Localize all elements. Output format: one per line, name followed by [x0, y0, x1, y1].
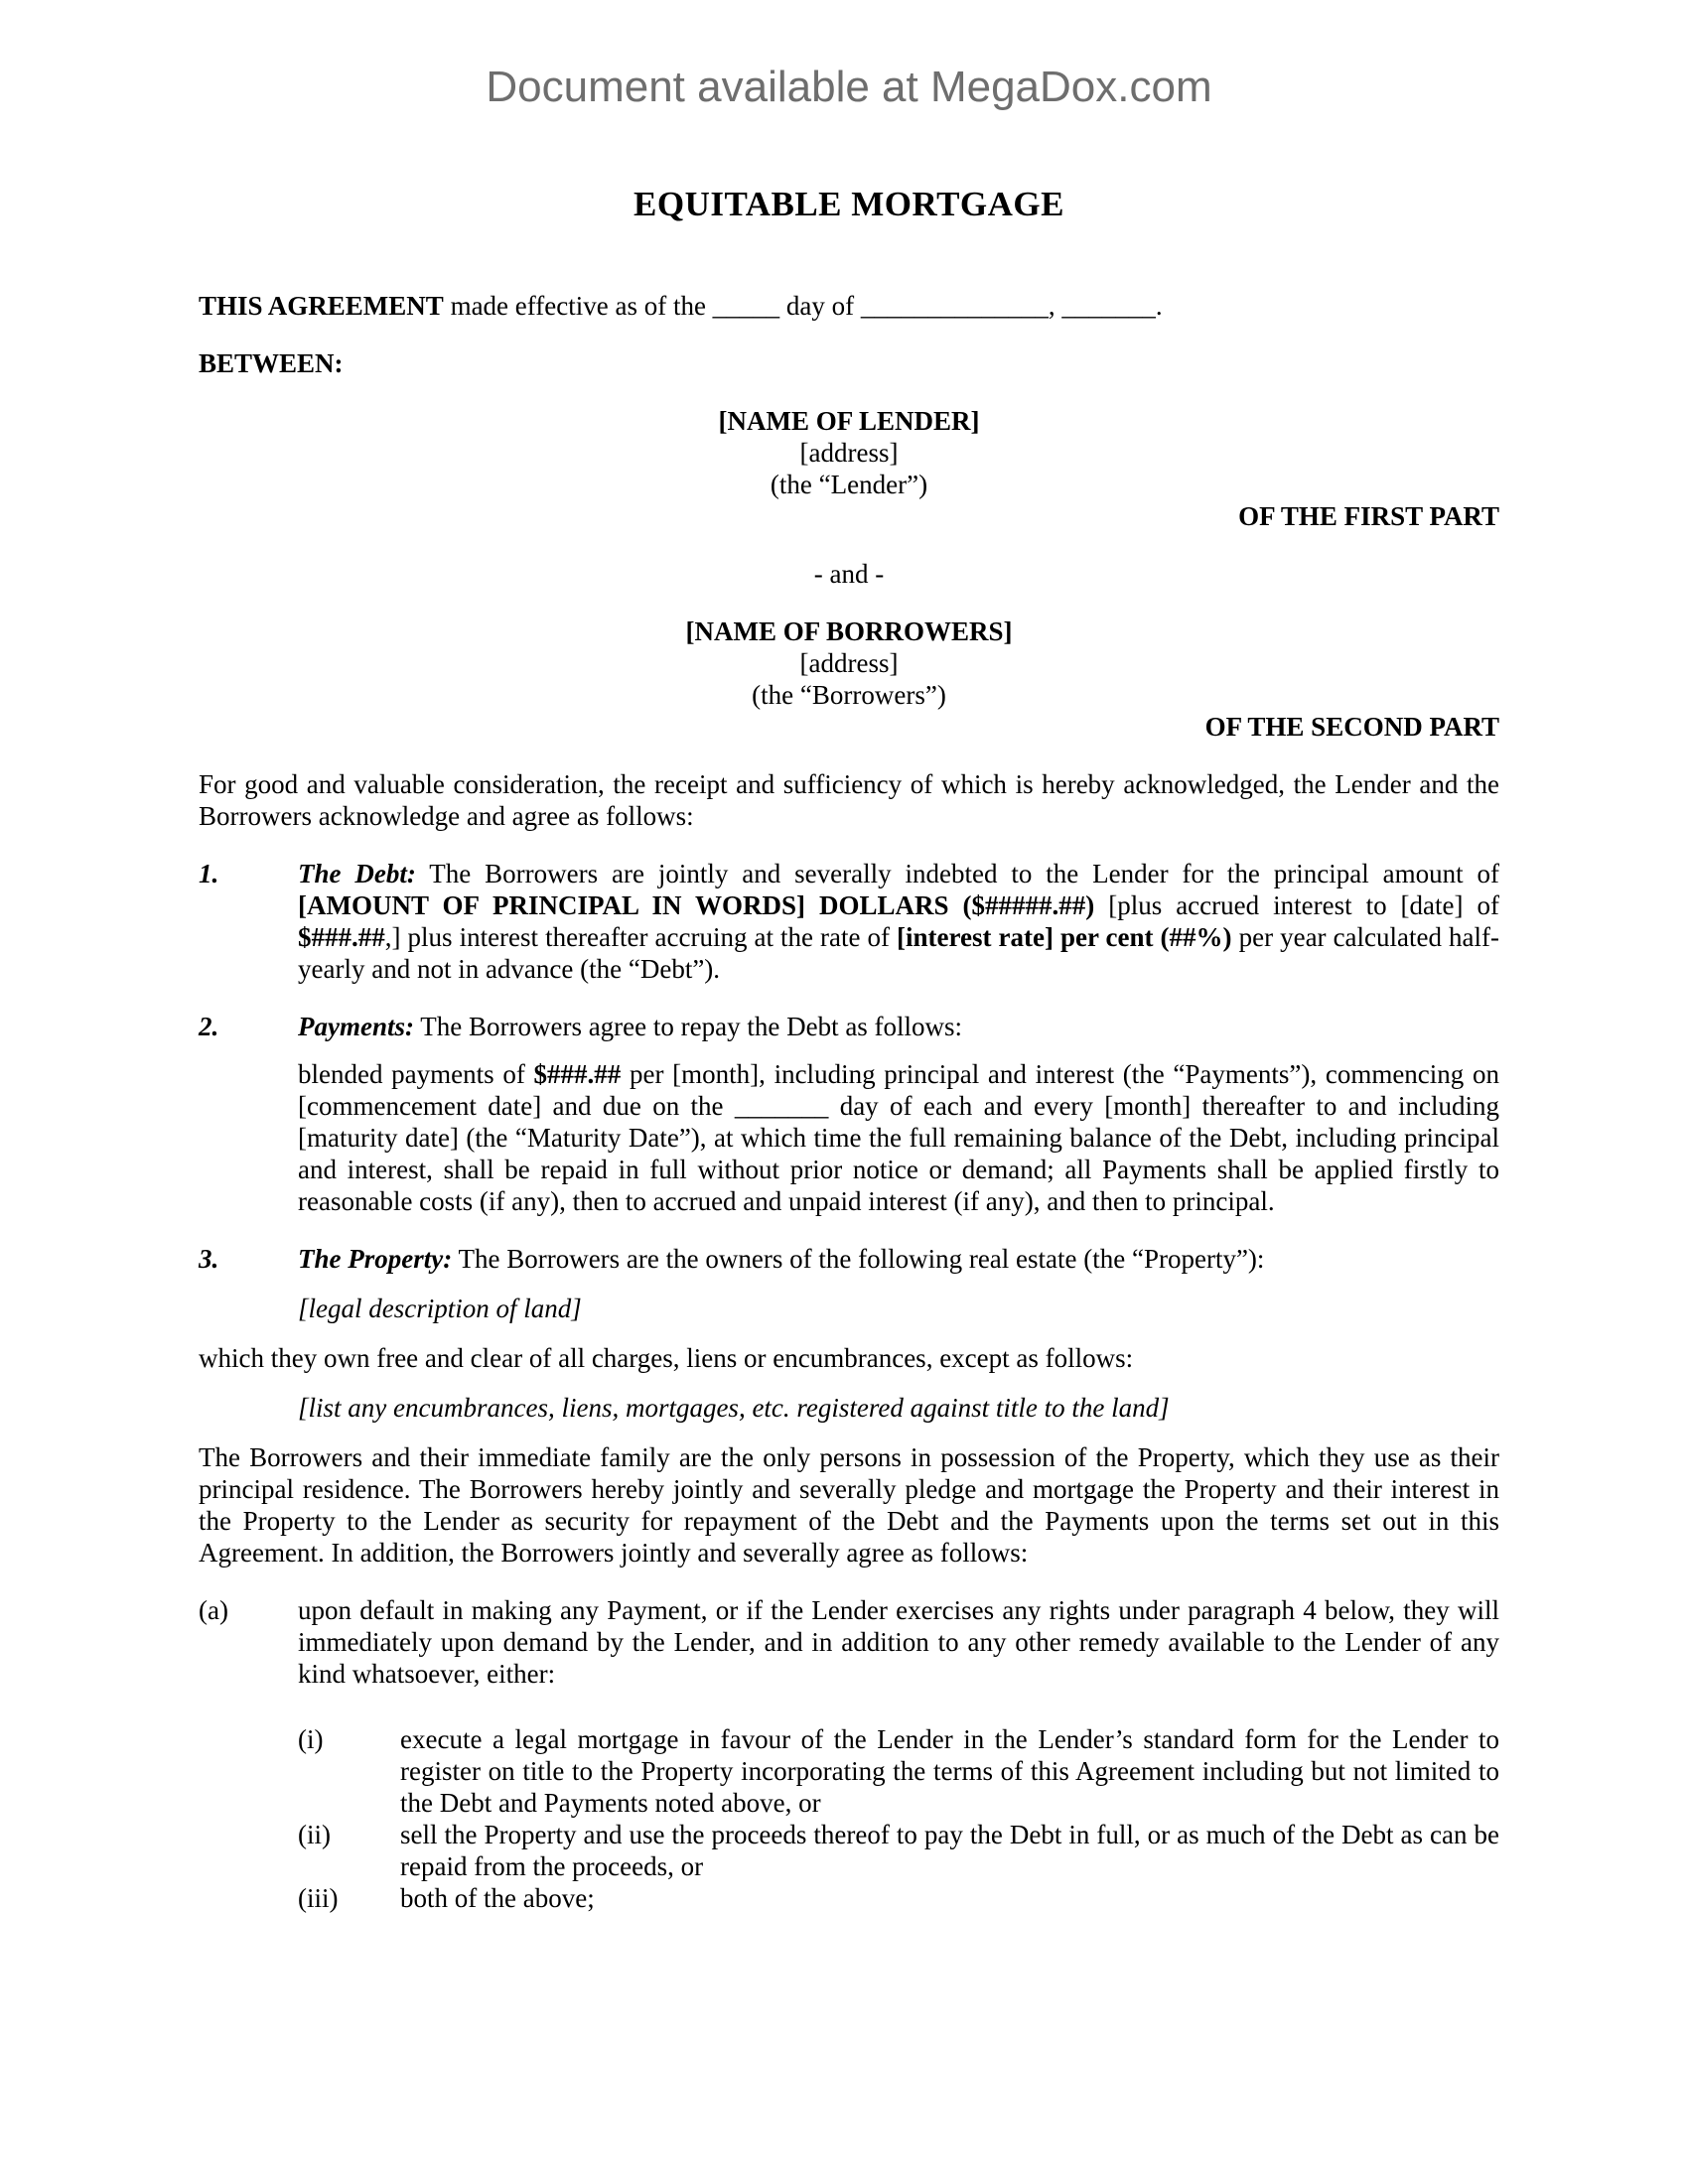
borrowers-address: [address] [799, 648, 899, 678]
lender-alias: (the “Lender”) [770, 470, 928, 499]
watermark-text: Document available at MegaDox.com [486, 63, 1212, 111]
between-label: BETWEEN: [199, 348, 344, 378]
section-debt [199, 858, 1499, 985]
lender-name: [NAME OF LENDER] [718, 406, 980, 436]
blended-run-1: blended payments of [298, 1059, 534, 1089]
blended-run-2: per [month], including principal and interest (the “Payments”), commencing on [commencement date] and due on the _______ day of each and every [month] thereafter to and including [maturity date] (the “Maturity Date”), at which time the full remaining balance of the Debt, including principal and interest, shall be repaid in full without prior notice or demand; all Payments shall be applied firstly to reasonable costs (if any), then to accrued and unpaid interest (if any), and then to principal. [298, 1059, 1499, 1216]
clause-a-item-ii [298, 1819, 1499, 1882]
possession-paragraph: The Borrowers and their immediate family are the only persons in possession of the Property, which they use as their principal residence. The Borrowers hereby jointly and severally pledge and mortgage the Property and their interest in the Property to the Lender as security for repayment of the Debt and the Payments upon the terms set out in this Agreement. In addition, the Borrowers jointly and severally agree as follows: [199, 1442, 1499, 1568]
clause-a [199, 1594, 1499, 1690]
and-separator: - and - [813, 559, 885, 589]
clause-a-text: upon default in making any Payment, or if the Lender exercises any rights under paragraph 4 below, they will immediately upon demand by the Lender, and in addition to any other remedy available to the Lender of any kind whatsoever, either: [298, 1595, 1499, 1689]
recital-paragraph: For good and valuable consideration, the receipt and sufficiency of which is hereby acknowledged, the Lender and the Borrowers acknowledge and agree as follows: [199, 769, 1499, 831]
legal-description-placeholder: [legal description of land] [298, 1294, 582, 1323]
clause-a-item-i-label: (i) [298, 1724, 324, 1754]
first-part-label: OF THE FIRST PART [1238, 501, 1499, 531]
payments-lead-text: The Borrowers agree to repay the Debt as follows: [413, 1012, 963, 1041]
debt-run-4: per year calculated half-yearly and not in advance (the “Debt”). [298, 922, 1500, 984]
clause-a-item-ii-label: (ii) [298, 1820, 331, 1849]
clause-a-item-ii-text: sell the Property and use the proceeds thereof to pay the Debt in full, or as much of the Debt as can be repaid from the proceeds, or [400, 1820, 1499, 1881]
section-property [199, 1243, 1499, 1275]
debt-run-1: The Borrowers are jointly and severally indebted to the Lender for the principal amount of [415, 859, 1500, 888]
lender-block [199, 405, 1499, 500]
section-debt-heading: The Debt: [298, 859, 416, 888]
blended-amount-bold: $###.## [533, 1059, 622, 1089]
clause-a-label: (a) [199, 1595, 228, 1625]
blended-payments-paragraph [298, 1058, 1499, 1217]
section-payments-text [298, 1011, 1499, 1042]
section-payments-heading: Payments: [298, 1012, 414, 1041]
section-property-heading: The Property: [298, 1244, 453, 1274]
borrowers-name: [NAME OF BORROWERS] [685, 616, 1013, 646]
second-part-label: OF THE SECOND PART [1204, 712, 1499, 742]
borrowers-alias: (the “Borrowers”) [752, 680, 946, 710]
effective-date-paragraph [199, 290, 1499, 322]
debt-amount-bold: [AMOUNT OF PRINCIPAL IN WORDS] DOLLARS ($#####.##) [298, 890, 1095, 920]
encumbrances-placeholder: [list any encumbrances, liens, mortgages, etc. registered against title to the land] [298, 1393, 1170, 1423]
section-property-number: 3. [199, 1244, 219, 1274]
debt-run-2: [plus accrued interest to [date] of [1094, 890, 1499, 920]
clause-a-item-iii [298, 1882, 1499, 1914]
section-payments-number: 2. [199, 1012, 219, 1041]
clause-a-item-i [298, 1723, 1499, 1819]
property-lead-text: The Borrowers are the owners of the following real estate (the “Property”): [452, 1244, 1265, 1274]
clause-a-item-i-text: execute a legal mortgage in favour of the Lender in the Lender’s standard form for the Lender to register on title to the Property incorporating the terms of this Agreement including but not limited to the Debt and Payments noted above, or [400, 1724, 1499, 1818]
section-property-text [298, 1243, 1499, 1275]
debt-interest-rate-bold: [interest rate] per cent (##%) [897, 922, 1232, 952]
section-payments [199, 1011, 1499, 1042]
clause-a-item-iii-label: (iii) [298, 1883, 339, 1913]
section-debt-number: 1. [199, 859, 219, 888]
debt-accrued-bold: $###.## [298, 922, 385, 952]
lender-address: [address] [799, 438, 899, 468]
section-debt-text [298, 858, 1499, 985]
agreement-label: THIS AGREEMENT [199, 291, 444, 321]
free-and-clear-paragraph: which they own free and clear of all charges, liens or encumbrances, except as follows: [199, 1343, 1134, 1373]
page-title: EQUITABLE MORTGAGE [633, 185, 1064, 223]
borrowers-block [199, 615, 1499, 711]
effective-date-text: made effective as of the _____ day of ______________, _______. [443, 291, 1163, 321]
clause-a-item-iii-text: both of the above; [400, 1883, 595, 1913]
debt-run-3: ,] plus interest thereafter accruing at the rate of [384, 922, 898, 952]
